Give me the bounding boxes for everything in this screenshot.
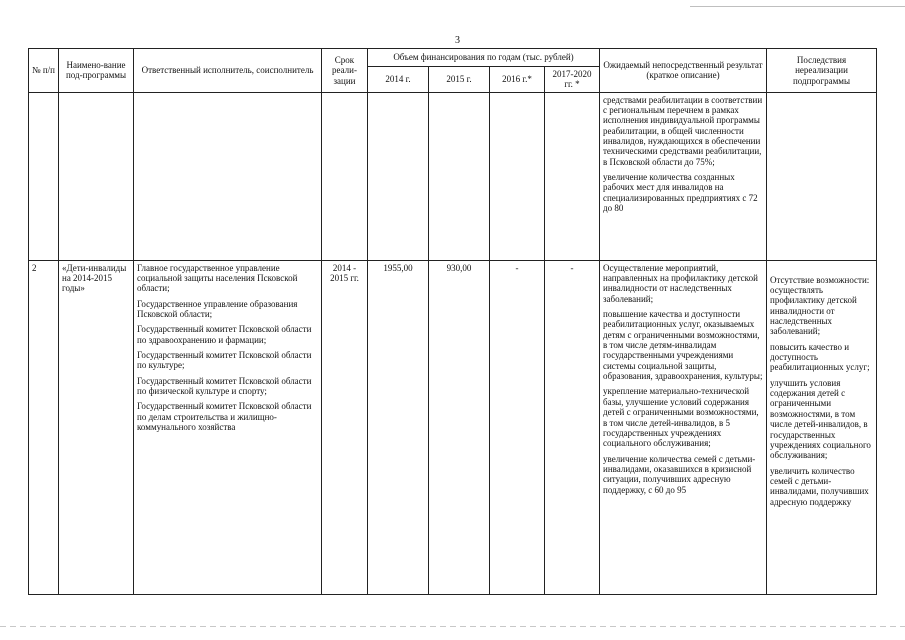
program-table <box>28 48 877 595</box>
row-funding-2016: - <box>490 260 545 594</box>
row-funding-2014: 1955,00 <box>368 260 429 594</box>
row-executors <box>134 260 322 594</box>
page-number: 3 <box>455 35 460 46</box>
executor-item: Государственный комитет Псковской области по культуре; <box>137 350 312 371</box>
header-executor: Ответственный исполнитель, соисполнитель <box>134 49 322 93</box>
row-funding-2017-2020: - <box>545 260 600 594</box>
executor-item: Государственный комитет Псковской области по делам строительства и жилищно-коммунального хозяйства <box>137 401 312 433</box>
header-result: Ожидаемый непосредственный результат (краткое описание) <box>600 49 767 93</box>
header-2017-2020: 2017-2020 гг. * <box>545 67 600 93</box>
header-row-1 <box>29 49 877 67</box>
header-2015: 2015 г. <box>429 67 490 93</box>
row-funding-2015: 930,00 <box>429 260 490 594</box>
header-funding-group: Объем финансирования по годам (тыс. рублей) <box>368 49 600 67</box>
header-term: Срок реали-зации <box>322 49 368 93</box>
scan-edge-bottom <box>0 626 905 627</box>
header-2014: 2014 г. <box>368 67 429 93</box>
consequence-item: увеличить количество семей с детьми-инвалидами, получивших адресную поддержку <box>770 465 869 507</box>
table-row <box>29 260 877 594</box>
header-consequences: Последствия нереализации подпрограммы <box>767 49 877 93</box>
header-2016: 2016 г.* <box>490 67 545 93</box>
result-item: укрепление материально-технической базы, улучшение условий содержания детей с ограниченными возможностями, в том числе детей-инвалидов, в 5 государственных учреждениях социального обслуживания; <box>603 386 759 449</box>
continuation-result-item: средствами реабилитации в соответствии с региональным перечнем в рамках исполнения индивидуальной программы реабилитации, в общей численности инвалидов, нуждающихся в обеспечении техническими средствами реабилитации, в Псковской области до 75%; <box>603 94 763 167</box>
continuation-row <box>29 92 877 260</box>
header-num: № п/п <box>29 49 59 93</box>
result-item: Осуществление мероприятий, направленных на профилактику детской инвалидности от наследственных заболеваний; <box>603 262 758 304</box>
continuation-result-cell <box>600 92 767 260</box>
row-results <box>600 260 767 594</box>
row-term: 2014 - 2015 гг. <box>322 260 368 594</box>
row-consequences <box>767 260 877 594</box>
result-item: увеличение количества семей с детьми-инвалидами, оказавшихся в кризисной ситуации, получивших адресную поддержку, с 60 до 95 <box>603 453 756 495</box>
executor-item: Государственный комитет Псковской области по здравоохранению и фармации; <box>137 324 312 345</box>
header-name: Наимено-вание под-программы <box>59 49 134 93</box>
row-num: 2 <box>29 260 59 594</box>
row-name: «Дети-инвалиды на 2014-2015 годы» <box>59 260 134 594</box>
executor-item: Главное государственное управление социальной защиты населения Псковской области; <box>137 262 298 294</box>
executor-item: Государственное управление образования Псковской области; <box>137 298 298 320</box>
consequence-item: повысить качество и доступность реабилитационных услуг; <box>770 341 870 373</box>
executor-item: Государственный комитет Псковской области по физической культуре и спорту; <box>137 375 312 397</box>
result-item: повышение качества и доступности реабилитационных услуг, оказываемых детям с ограниченными возможностями, в том числе детям-инвалидам государственными учреждениями системы социальной защиты, образования, здравоохранения, культуры; <box>603 309 763 382</box>
scan-edge-top <box>690 6 905 7</box>
consequence-item: Отсутствие возможности: осуществлять профилактику детской инвалидности от наследственных заболеваний; <box>770 274 870 337</box>
consequence-item: улучшить условия содержания детей с ограниченными возможностями, в том числе детей-инвалидов, в государственных учреждениях социального обслуживания; <box>770 377 871 461</box>
continuation-result-item: увеличение количества созданных рабочих мест для инвалидов на специализированных предприятиях с 72 до 80 <box>603 172 758 214</box>
